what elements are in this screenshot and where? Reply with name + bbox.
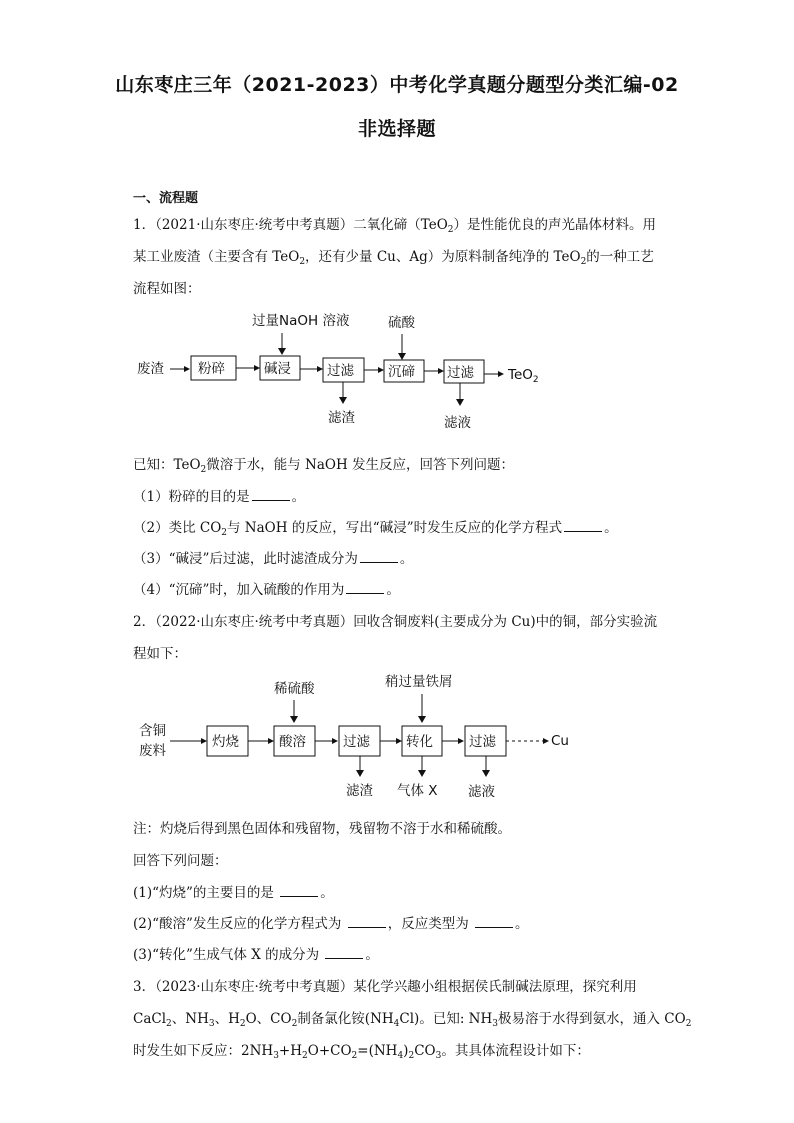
q2-intro: 2．（2022·山东枣庄·统考中考真题）回收含铜废料(主要成分为 Cu)中的铜，部分实验流	[133, 614, 658, 630]
answer-blank[interactable]	[475, 915, 513, 928]
q1-flow-product: TeO$_2$	[508, 367, 539, 385]
q3-intro: 3．（2023·山东枣庄·统考中考真题）某化学兴趣小组根据侯氏制碱法原理，探究利用	[133, 979, 637, 995]
q2-flow-start1: 含铜	[139, 723, 166, 739]
q1-known: 已知：TeO$_2$微溶于水，能与 NaOH 发生反应，回答下列问题：	[133, 457, 515, 475]
q1-box-crush-label: 粉碎	[198, 361, 225, 377]
q1-output-residue: 滤渣	[328, 410, 355, 426]
answer-blank[interactable]	[325, 946, 363, 959]
q1-reagent-h2so4: 硫酸	[388, 315, 415, 331]
q1-box-filter1-label: 过滤	[327, 363, 354, 379]
q2-reagent-acid: 稀硫酸	[274, 681, 315, 697]
q2-box-convert-label: 转化	[406, 734, 433, 750]
q3-intro-line3: 时发生如下反应：$2NH_3+H_2O+CO_2=(NH_4)_2CO_3$。其具体流程设计如下：	[133, 1043, 590, 1061]
q2-box-filter2-label: 过滤	[469, 734, 496, 750]
q1-part1: （1）粉碎的目的是 。	[133, 489, 306, 505]
answer-blank[interactable]	[280, 884, 318, 897]
q1-box-filter2-label: 过滤	[447, 365, 474, 381]
q2-output-gas: 气体 X	[397, 783, 438, 799]
q2-box-roast-label: 灼烧	[212, 734, 239, 750]
answer-blank[interactable]	[348, 915, 386, 928]
q1-box-precip-label: 沉碲	[388, 364, 415, 380]
q2-box-filter1-label: 过滤	[343, 734, 370, 750]
q2-flow-start2: 废料	[139, 743, 166, 759]
q1-box-leach-label: 碱浸	[264, 361, 291, 377]
page-title: 山东枣庄三年（2021-2023）中考化学真题分题型分类汇编-02	[115, 74, 679, 96]
q1-output-filtrate: 滤液	[444, 415, 471, 431]
q2-reagent-iron: 稍过量铁屑	[385, 674, 453, 690]
q1-intro-line3: 流程如图：	[133, 281, 201, 297]
section-heading: 一、流程题	[133, 191, 199, 206]
q2-flow-product: Cu	[551, 733, 569, 749]
q2-part3: (3)“转化”生成气体 X 的成分为 。	[133, 947, 379, 963]
q3-intro-line2: CaCl$_2$、$NH_3$、$H_2O$、$CO_2$制备氯化铵$(NH_4Cl)$。已知: $NH_3$极易溶于水得到氨水，通入 $CO_2$	[133, 1011, 692, 1029]
q1-part4: （4）“沉碲”时，加入硫酸的作用为 。	[133, 582, 400, 598]
q2-note: 注：灼烧后得到黑色固体和残留物，残留物不溶于水和稀硫酸。	[133, 821, 511, 837]
q1-flow-start: 废渣	[137, 361, 164, 377]
q1-intro: 1．（2021·山东枣庄·统考中考真题）二氧化碲（TeO$_2$）是性能优良的声光晶体材料。用	[133, 217, 657, 235]
q1-reagent-naoh: 过量NaOH 溶液	[252, 313, 350, 329]
q2-part1: (1)“灼烧”的主要目的是 。	[133, 885, 334, 901]
q2-part2: (2)“酸溶”发生反应的化学方程式为 ，反应类型为 。	[133, 916, 529, 932]
q1-part2: （2）类比 $CO_2$与 NaOH 的反应，写出“碱浸”时发生反应的化学方程式 。	[133, 520, 618, 538]
q2-box-dissolve-label: 酸溶	[279, 734, 306, 750]
page-subtitle: 非选择题	[357, 118, 436, 140]
q2-ask: 回答下列问题：	[133, 853, 228, 869]
q2-output-residue: 滤渣	[346, 783, 373, 799]
q2-output-filtrate: 滤液	[468, 784, 495, 800]
q2-intro-line2: 程如下：	[133, 646, 187, 662]
q1-part3: （3）“碱浸”后过滤，此时滤渣成分为 。	[133, 551, 414, 567]
q1-intro-line2: 某工业废渣（主要含有 TeO$_2$，还有少量 Cu、Ag）为原料制备纯净的 TeO$_2$的一种工艺	[133, 249, 654, 267]
